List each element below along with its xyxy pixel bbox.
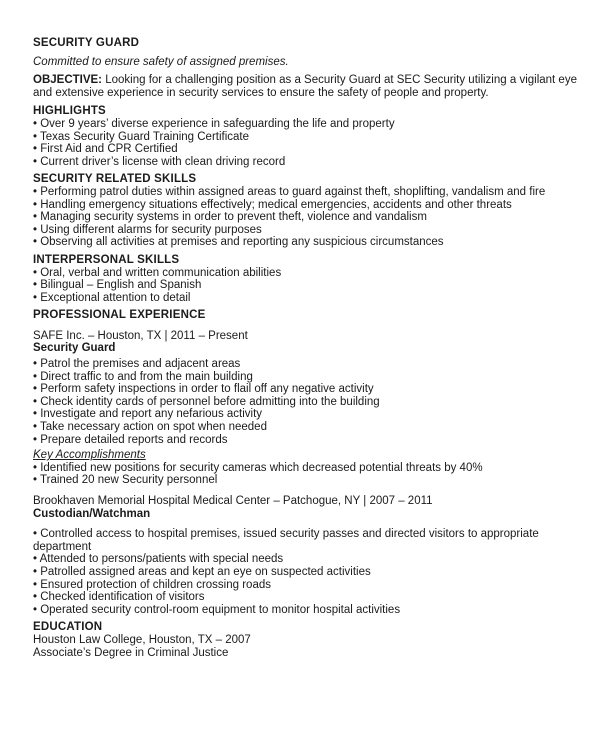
interpersonal-item: • Oral, verbal and written communication abilities [33, 266, 282, 279]
job2-item: • Patrolled assigned areas and kept an eye on suspected activities [33, 565, 371, 578]
education-section [33, 621, 578, 659]
interpersonal-section [33, 254, 578, 304]
job2-item: • Controlled access to hospital premises, issued security passes and directed visitors to appropriate department [33, 528, 539, 553]
highlight-item: • Texas Security Guard Training Certificate [33, 130, 250, 143]
job1-item: • Direct traffic to and from the main building [33, 370, 253, 383]
highlight-item: • First Aid and CPR Certified [33, 143, 178, 156]
job2-item: • Attended to persons/patients with special needs [33, 553, 284, 566]
education-degree: Associate’s Degree in Criminal Justice [33, 646, 229, 659]
highlight-item: • Over 9 years’ diverse experience in safeguarding the life and property [33, 117, 395, 130]
skill-item: • Observing all activities at premises and reporting any suspicious circumstances [33, 236, 444, 249]
job2-item: • Ensured protection of children crossing roads [33, 578, 271, 591]
security-skills-section [33, 173, 578, 249]
education-school: Houston Law College, Houston, TX – 2007 [33, 633, 251, 646]
skill-item: • Handling emergency situations effectively; medical emergencies, accidents and other threats [33, 198, 512, 211]
resume-page [33, 37, 578, 664]
accomplishment-item: • Trained 20 new Security personnel [33, 474, 218, 487]
job2-meta: Brookhaven Memorial Hospital Medical Center – Patchogue, NY | 2007 – 2011 [33, 495, 433, 507]
tagline: Committed to ensure safety of assigned premises. [33, 55, 289, 68]
job1-title: Security Guard [33, 342, 116, 355]
interpersonal-heading: INTERPERSONAL SKILLS [33, 253, 180, 266]
key-accomplishments-label: Key Accomplishments [33, 449, 146, 462]
accomplishment-item: • Identified new positions for security cameras which decreased potential threats by 40% [33, 461, 483, 474]
resume-title: SECURITY GUARD [33, 37, 140, 49]
job1-item: • Check identity cards of personnel before admitting into the building [33, 395, 380, 408]
job1-item: • Patrol the premises and adjacent areas [33, 358, 241, 371]
objective-section [33, 74, 578, 99]
job2-title: Custodian/Watchman [33, 507, 151, 520]
job1-item: • Prepare detailed reports and records [33, 433, 228, 446]
job1-item: • Perform safety inspections in order to flail off any negative activity [33, 383, 374, 396]
experience-heading: PROFESSIONAL EXPERIENCE [33, 309, 206, 322]
experience-section [33, 309, 578, 616]
job2-item: • Checked identification of visitors [33, 591, 205, 604]
interpersonal-item: • Bilingual – English and Spanish [33, 279, 202, 292]
highlights-section [33, 105, 578, 168]
skill-item: • Performing patrol duties within assigned areas to guard against theft, shoplifting, vandalism and fire [33, 185, 546, 198]
highlight-item: • Current driver’s license with clean driving record [33, 155, 286, 168]
security-skills-heading: SECURITY RELATED SKILLS [33, 173, 197, 186]
skill-item: • Using different alarms for security purposes [33, 223, 262, 236]
objective-text: Looking for a challenging position as a Security Guard at SEC Security utilizing a vigilant eye and extensive experience in security services to ensure the safety of people and property. [33, 74, 577, 99]
skill-item: • Managing security systems in order to prevent theft, violence and vandalism [33, 211, 427, 224]
objective-label: OBJECTIVE: [33, 74, 103, 87]
job1-item: • Investigate and report any nefarious activity [33, 408, 263, 421]
education-heading: EDUCATION [33, 621, 103, 634]
job1-item: • Take necessary action on spot when needed [33, 421, 267, 434]
highlights-heading: HIGHLIGHTS [33, 105, 106, 118]
job1-meta: SAFE Inc. – Houston, TX | 2011 – Present [33, 329, 248, 342]
interpersonal-item: • Exceptional attention to detail [33, 291, 191, 304]
job2-item: • Operated security control-room equipment to monitor hospital activities [33, 603, 401, 616]
